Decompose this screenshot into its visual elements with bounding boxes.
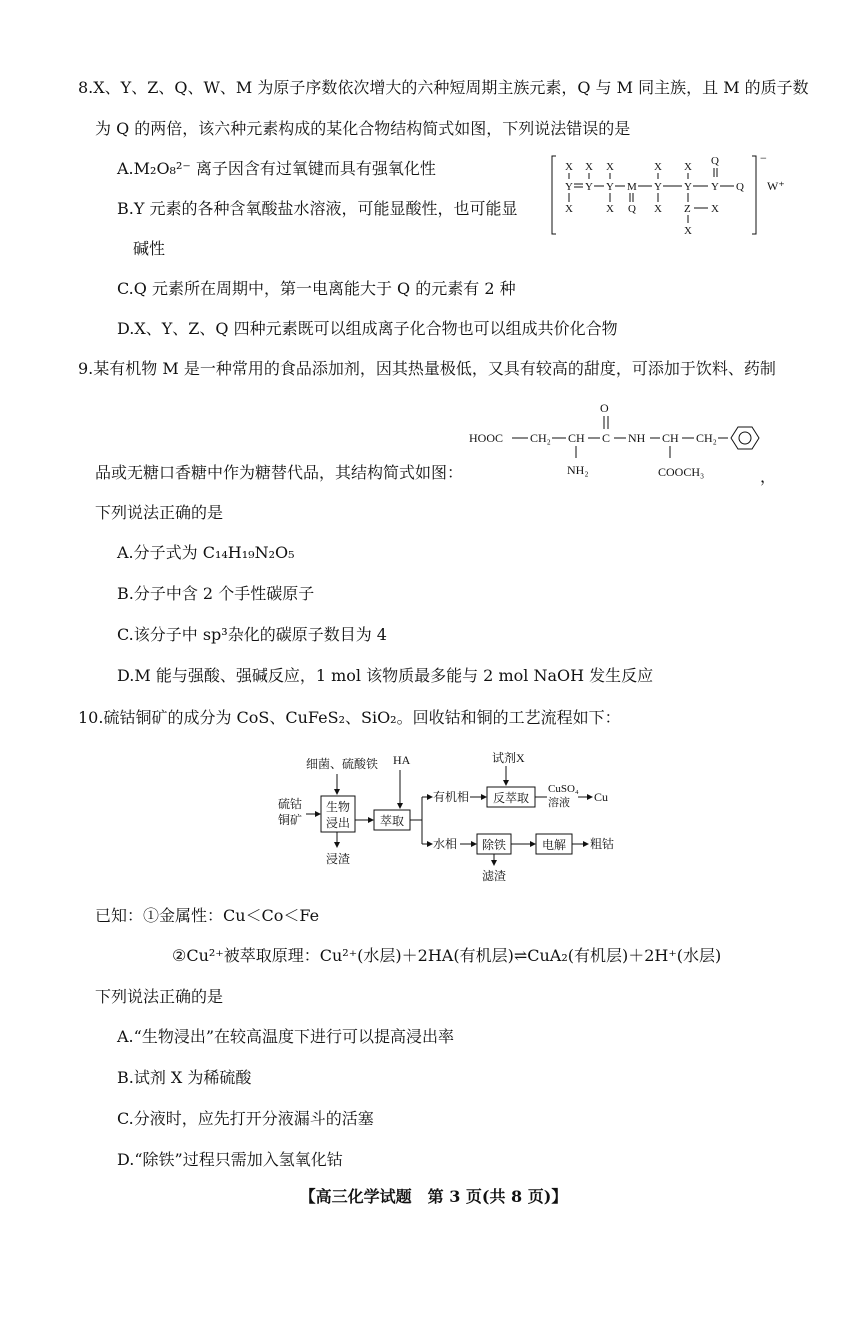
q9-option-d: D.M 能与强酸、强碱反应，1 mol 该物质最多能与 2 mol NaOH 发生反应	[117, 666, 654, 685]
atom-x: X	[684, 225, 692, 237]
q10-option-a: A.“生物浸出”在较高温度下进行可以提高浸出率	[117, 1027, 455, 1046]
q10-prompt: 下列说法正确的是	[95, 987, 224, 1006]
q8-stem-line2: 为 Q 的两倍，该六种元素构成的某化合物结构简式如图，下列说法错误的是	[95, 119, 631, 138]
flow-ha: HA	[393, 753, 411, 767]
q8-option-b-line1: B.Y 元素的各种含氧酸盐水溶液，可能显酸性，也可能显	[117, 199, 518, 218]
ch-group: CH	[662, 431, 679, 445]
nh-group: NH	[628, 431, 646, 445]
q8-counter-ion: W⁺	[767, 179, 785, 193]
atom-z: Z	[684, 203, 691, 215]
flow-reagent-x: 试剂X	[492, 751, 525, 765]
flow-bacteria: 细菌、硫酸铁	[306, 757, 379, 771]
atom-y: Y	[654, 181, 662, 193]
q8-structure-diagram	[548, 150, 788, 240]
q9-option-a: A.分子式为 C₁₄H₁₉N₂O₅	[117, 543, 295, 562]
flow-bioleach-1: 生物	[326, 800, 351, 814]
flow-leach-residue: 浸渣	[326, 852, 351, 866]
q10-known-1: 已知：①金属性：Cu＜Co＜Fe	[95, 906, 320, 925]
flow-back-extract: 反萃取	[493, 791, 530, 805]
flow-bioleach-2: 浸出	[326, 816, 351, 830]
atom-q: Q	[711, 155, 719, 167]
flow-aqueous: 水相	[433, 837, 458, 851]
flow-ore-1: 硫钴	[278, 797, 303, 811]
flow-crude-co: 粗钴	[590, 837, 615, 851]
atom-x: X	[654, 203, 662, 215]
atom-x: X	[606, 161, 614, 173]
atom-x: X	[684, 161, 692, 173]
atom-q: Q	[628, 203, 636, 215]
flow-extract: 萃取	[380, 814, 405, 828]
q8-stem-line1: 8.X、Y、Z、Q、W、M 为原子序数依次增大的六种短周期主族元素，Q 与 M 同主族，且 M 的质子数	[78, 78, 809, 97]
atom-y: Y	[565, 181, 573, 193]
ch-group: CH	[568, 431, 585, 445]
flow-ore-2: 铜矿	[278, 813, 303, 827]
q10-known-2: ②Cu²⁺被萃取原理：Cu²⁺(水层)＋2HA(有机层)⇌CuA₂(有机层)＋2H⁺(水层)	[172, 946, 722, 965]
page-footer: 【高三化学试题 第 3 页(共 8 页)】	[299, 1187, 568, 1206]
atom-x: X	[654, 161, 662, 173]
flow-filter-residue: 滤渣	[482, 869, 507, 883]
q9-stem-line2: 品或无糖口香糖中作为糖替代品，其结构简式如图：	[95, 463, 464, 482]
q10-option-d: D.“除铁”过程只需加入氢氧化钴	[117, 1150, 343, 1169]
atom-x: X	[565, 203, 573, 215]
q8-charge: −	[760, 151, 767, 165]
q9-option-c: C.该分子中 sp³杂化的碳原子数目为 4	[117, 625, 387, 644]
q10-flow-diagram	[270, 744, 630, 884]
ch2-group: CH₂	[530, 431, 551, 445]
q8-option-b-line2: 碱性	[133, 239, 166, 258]
q8-option-c: C.Q 元素所在周期中，第一电离能大于 Q 的元素有 2 种	[117, 279, 516, 298]
ch2-group: CH₂	[696, 431, 717, 445]
q9-stem-line1: 9.某有机物 M 是一种常用的食品添加剂，因其热量极低，又具有较高的甜度，可添加于饮料、药制	[78, 359, 776, 378]
atom-y: Y	[585, 181, 593, 193]
flow-cu: Cu	[594, 790, 609, 804]
atom-y: Y	[606, 181, 614, 193]
hooc-group: HOOC	[469, 431, 504, 445]
flow-electrolysis: 电解	[542, 838, 567, 852]
q9-prompt: 下列说法正确的是	[95, 503, 224, 522]
q8-option-a: A.M₂O₈²⁻ 离子因含有过氧键而具有强氧化性	[117, 159, 436, 178]
atom-q: Q	[736, 181, 744, 193]
carbonyl-c: C	[602, 431, 611, 445]
atom-x: X	[585, 161, 593, 173]
q9-trailing-comma: ，	[760, 467, 777, 486]
flow-organic: 有机相	[433, 790, 470, 804]
flow-cuso4-2: 溶液	[548, 797, 570, 809]
flow-remove-fe: 除铁	[482, 838, 507, 852]
q9-structure-diagram	[462, 398, 772, 488]
atom-x: X	[711, 203, 719, 215]
cooch3-group: COOCH₃	[658, 465, 705, 479]
atom-x: X	[606, 203, 614, 215]
atom-x: X	[565, 161, 573, 173]
carbonyl-o: O	[600, 401, 609, 415]
flow-cuso4-1: CuSO₄	[548, 783, 579, 795]
q9-option-b: B.分子中含 2 个手性碳原子	[117, 584, 315, 603]
q10-stem: 10.硫钴铜矿的成分为 CoS、CuFeS₂、SiO₂。回收钴和铜的工艺流程如下：	[78, 708, 621, 727]
nh2-group: NH₂	[567, 463, 589, 477]
q10-option-c: C.分液时，应先打开分液漏斗的活塞	[117, 1109, 374, 1128]
atom-m: M	[627, 181, 637, 193]
q10-option-b: B.试剂 X 为稀硫酸	[117, 1068, 252, 1087]
q8-option-d: D.X、Y、Z、Q 四种元素既可以组成离子化合物也可以组成共价化合物	[117, 319, 618, 338]
atom-y: Y	[711, 181, 719, 193]
atom-y: Y	[684, 181, 692, 193]
